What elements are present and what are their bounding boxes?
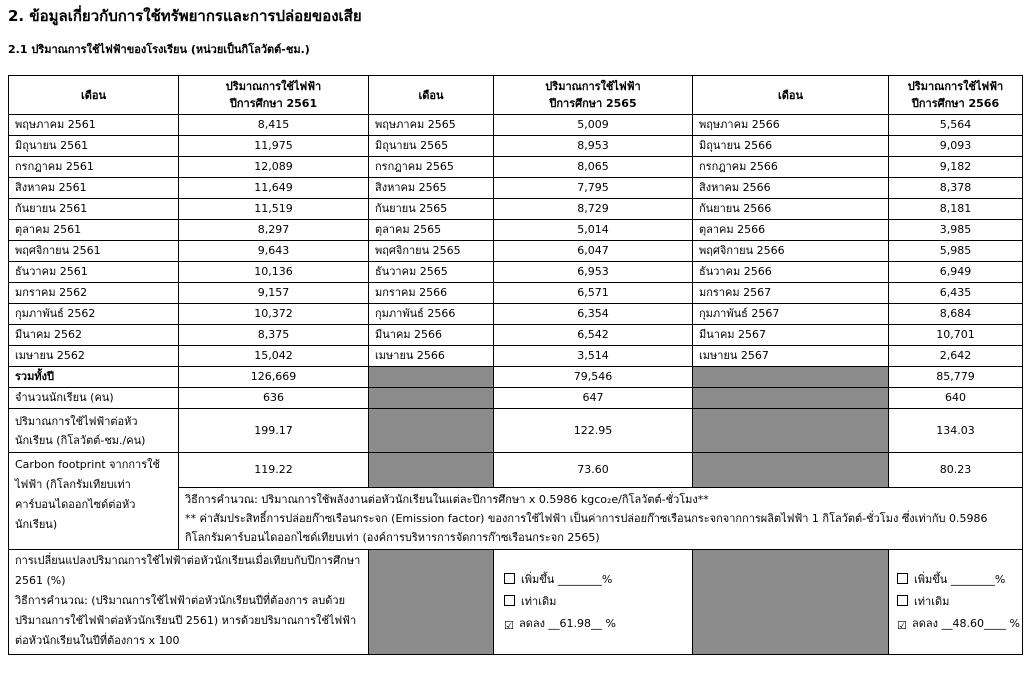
header-month-2561: เดือน	[9, 76, 179, 115]
usage-cell: 5,564	[889, 115, 1023, 136]
carbon-method	[179, 488, 1023, 550]
usage-cell: 3,514	[494, 346, 693, 367]
month-cell: มิถุนายน 2565	[369, 136, 494, 157]
gray-cell	[693, 409, 889, 453]
total-2565: 79,546	[494, 367, 693, 388]
table-row	[9, 241, 1023, 262]
month-cell: มกราคม 2566	[369, 283, 494, 304]
option-increase-2566[interactable]: เพิ่มขึ้น ________%	[897, 569, 1016, 591]
electricity-table	[8, 75, 1023, 655]
total-2566: 85,779	[889, 367, 1023, 388]
month-cell: ตุลาคม 2561	[9, 220, 179, 241]
gray-cell	[693, 453, 889, 488]
gray-cell	[369, 550, 494, 655]
table-row	[9, 199, 1023, 220]
usage-cell: 11,649	[179, 178, 369, 199]
table-row	[9, 220, 1023, 241]
usage-cell: 6,571	[494, 283, 693, 304]
option-same-2565[interactable]: เท่าเดิม	[504, 591, 686, 613]
month-cell: มีนาคม 2566	[369, 325, 494, 346]
header-usage-2566: ปริมาณการใช้ไฟฟ้า ปีการศึกษา 2566	[889, 76, 1023, 115]
table-row	[9, 346, 1023, 367]
carbon-2561: 119.22	[179, 453, 369, 488]
carbon-method-note: ** ค่าสัมประสิทธิ์การปล่อยก๊าซเรือนกระจก (Emission factor) ของการใช้ไฟฟ้า เป็นค่าการปล่อยก๊าซเรือนกระจกจากการผลิตไฟฟ้า 1 กิโลวัตต์-ชั่วโมง ซึ่งเท่ากับ 0.5986 กิโลกรัมคาร์บอนไดออกไซด์เทียบเท่า (องค์การบริหารการจัดการก๊าซเรือนกระจก 2565)	[185, 512, 988, 544]
checked-checkbox-icon[interactable]: ☑	[897, 619, 907, 632]
month-cell: พฤศจิกายน 2565	[369, 241, 494, 262]
month-cell: ธันวาคม 2561	[9, 262, 179, 283]
students-2565: 647	[494, 388, 693, 409]
carbon-2566: 80.23	[889, 453, 1023, 488]
usage-cell: 9,643	[179, 241, 369, 262]
usage-cell: 9,182	[889, 157, 1023, 178]
per-student-2566: 134.03	[889, 409, 1023, 453]
usage-cell: 6,542	[494, 325, 693, 346]
month-cell: กันยายน 2566	[693, 199, 889, 220]
change-method: วิธีการคำนวณ: (ปริมาณการใช้ไฟฟ้าต่อหัวนักเรียนปีที่ต้องการ ลบด้วย ปริมาณการใช้ไฟฟ้าต่อหัวนักเรียนปี 2561) หารด้วยปริมาณการใช้ไฟฟ้าต่อหัวนักเรียนในปีที่ต้องการ x 100	[15, 594, 357, 647]
usage-cell: 11,519	[179, 199, 369, 220]
table-row	[9, 115, 1023, 136]
students-2566: 640	[889, 388, 1023, 409]
month-cell: ตุลาคม 2566	[693, 220, 889, 241]
checked-checkbox-icon[interactable]: ☑	[504, 619, 514, 632]
usage-cell: 8,375	[179, 325, 369, 346]
usage-cell: 8,181	[889, 199, 1023, 220]
usage-cell: 8,297	[179, 220, 369, 241]
usage-cell: 10,372	[179, 304, 369, 325]
month-cell: ธันวาคม 2565	[369, 262, 494, 283]
usage-cell: 6,354	[494, 304, 693, 325]
carbon-2565: 73.60	[494, 453, 693, 488]
month-cell: พฤศจิกายน 2561	[9, 241, 179, 262]
checkbox-icon[interactable]	[897, 573, 908, 584]
gray-cell	[369, 367, 494, 388]
month-cell: เมษายน 2566	[369, 346, 494, 367]
usage-cell: 5,985	[889, 241, 1023, 262]
usage-cell: 10,136	[179, 262, 369, 283]
month-cell: พฤษภาคม 2565	[369, 115, 494, 136]
usage-cell: 2,642	[889, 346, 1023, 367]
change-label	[9, 550, 369, 655]
carbon-label: Carbon footprint จากการใช้ไฟฟ้า (กิโลกรัมเทียบเท่าคาร์บอนไดออกไซด์ต่อหัวนักเรียน)	[9, 453, 179, 550]
month-cell: มีนาคม 2562	[9, 325, 179, 346]
usage-cell: 3,985	[889, 220, 1023, 241]
usage-cell: 5,014	[494, 220, 693, 241]
month-cell: สิงหาคม 2561	[9, 178, 179, 199]
month-cell: มกราคม 2567	[693, 283, 889, 304]
usage-cell: 6,949	[889, 262, 1023, 283]
per-student-label: ปริมาณการใช้ไฟฟ้าต่อหัวนักเรียน (กิโลวัตต์-ชม./คน)	[9, 409, 179, 453]
month-cell: กันยายน 2565	[369, 199, 494, 220]
table-row	[9, 157, 1023, 178]
per-student-2565: 122.95	[494, 409, 693, 453]
per-student-2561: 199.17	[179, 409, 369, 453]
gray-cell	[369, 453, 494, 488]
table-row	[9, 304, 1023, 325]
table-row	[9, 283, 1023, 304]
section-title: 2. ข้อมูลเกี่ยวกับการใช้ทรัพยากรและการปล่อยของเสีย	[8, 7, 362, 25]
month-cell: พฤษภาคม 2561	[9, 115, 179, 136]
gray-cell	[369, 409, 494, 453]
checkbox-icon[interactable]	[504, 573, 515, 584]
usage-cell: 5,009	[494, 115, 693, 136]
usage-cell: 9,157	[179, 283, 369, 304]
checkbox-icon[interactable]	[897, 595, 908, 606]
usage-cell: 7,795	[494, 178, 693, 199]
option-decrease-2565[interactable]: ☑ ลดลง __61.98__ %	[504, 617, 616, 632]
month-cell: กุมภาพันธ์ 2566	[369, 304, 494, 325]
header-month-2566: เดือน	[693, 76, 889, 115]
usage-cell: 12,089	[179, 157, 369, 178]
month-cell: สิงหาคม 2566	[693, 178, 889, 199]
month-cell: กรกฎาคม 2561	[9, 157, 179, 178]
header-usage-2561: ปริมาณการใช้ไฟฟ้า ปีการศึกษา 2561	[179, 76, 369, 115]
usage-cell: 9,093	[889, 136, 1023, 157]
usage-cell: 8,378	[889, 178, 1023, 199]
month-cell: กุมภาพันธ์ 2567	[693, 304, 889, 325]
month-cell: กรกฎาคม 2566	[693, 157, 889, 178]
month-cell: มิถุนายน 2561	[9, 136, 179, 157]
month-cell: ธันวาคม 2566	[693, 262, 889, 283]
usage-cell: 8,684	[889, 304, 1023, 325]
change-2565	[494, 550, 693, 655]
month-cell: มีนาคม 2567	[693, 325, 889, 346]
usage-cell: 6,047	[494, 241, 693, 262]
usage-cell: 6,953	[494, 262, 693, 283]
gray-cell	[693, 550, 889, 655]
change-2566	[889, 550, 1023, 655]
total-label: รวมทั้งปี	[9, 367, 179, 388]
change-description: การเปลี่ยนแปลงปริมาณการใช้ไฟฟ้าต่อหัวนักเรียนเมื่อเทียบกับปีการศึกษา 2561 (%)	[15, 554, 361, 587]
usage-cell: 11,975	[179, 136, 369, 157]
month-cell: พฤษภาคม 2566	[693, 115, 889, 136]
usage-cell: 8,415	[179, 115, 369, 136]
table-row	[9, 325, 1023, 346]
option-decrease-2566[interactable]: ☑ ลดลง __48.60____ %	[897, 617, 1020, 632]
month-cell: เมษายน 2562	[9, 346, 179, 367]
table-row	[9, 178, 1023, 199]
total-2561: 126,669	[179, 367, 369, 388]
carbon-method-formula: วิธีการคำนวณ: ปริมาณการใช้พลังงานต่อหัวนักเรียนในแต่ละปีการศึกษา x 0.5986 kgco₂e/กิโลวัตต์-ชั่วโมง**	[185, 493, 709, 506]
usage-cell: 15,042	[179, 346, 369, 367]
month-cell: ตุลาคม 2565	[369, 220, 494, 241]
table-row	[9, 136, 1023, 157]
option-increase-2565[interactable]: เพิ่มขึ้น ________%	[504, 569, 686, 591]
gray-cell	[693, 367, 889, 388]
usage-cell: 8,065	[494, 157, 693, 178]
month-cell: มกราคม 2562	[9, 283, 179, 304]
month-cell: กุมภาพันธ์ 2562	[9, 304, 179, 325]
header-month-2565: เดือน	[369, 76, 494, 115]
usage-cell: 8,729	[494, 199, 693, 220]
month-cell: เมษายน 2567	[693, 346, 889, 367]
table-row	[9, 262, 1023, 283]
option-same-2566[interactable]: เท่าเดิม	[897, 591, 1016, 613]
usage-cell: 6,435	[889, 283, 1023, 304]
subsection-title: 2.1 ปริมาณการใช้ไฟฟ้าของโรงเรียน (หน่วยเป็นกิโลวัตต์-ชม.)	[8, 43, 310, 56]
month-cell: กรกฎาคม 2565	[369, 157, 494, 178]
students-2561: 636	[179, 388, 369, 409]
month-cell: สิงหาคม 2565	[369, 178, 494, 199]
usage-cell: 8,953	[494, 136, 693, 157]
usage-cell: 10,701	[889, 325, 1023, 346]
month-cell: มิถุนายน 2566	[693, 136, 889, 157]
month-cell: กันยายน 2561	[9, 199, 179, 220]
month-cell: พฤศจิกายน 2566	[693, 241, 889, 262]
checkbox-icon[interactable]	[504, 595, 515, 606]
header-usage-2565: ปริมาณการใช้ไฟฟ้า ปีการศึกษา 2565	[494, 76, 693, 115]
gray-cell	[693, 388, 889, 409]
gray-cell	[369, 388, 494, 409]
students-label: จำนวนนักเรียน (คน)	[9, 388, 179, 409]
